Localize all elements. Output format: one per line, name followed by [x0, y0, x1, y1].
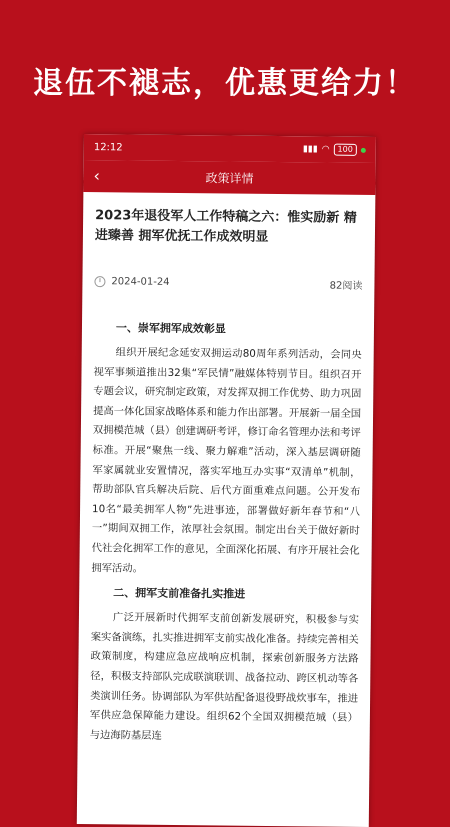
status-dot-icon	[361, 147, 366, 152]
section-heading-2: 二、拥军支前准备扎实推进	[113, 586, 246, 601]
back-icon[interactable]: ‹	[93, 166, 101, 186]
clock-icon	[94, 276, 105, 287]
nav-bar	[83, 160, 375, 195]
article-date-text: 2024-01-24	[111, 276, 170, 288]
article-date	[94, 276, 169, 288]
section-body-1: 组织开展纪念延安双拥运动80周年系列活动，会同央视军事频道推出32集“军民情”融媒体特别节目。组织召开专题会议，研究制定政策，对发挥双拥工作优势、助力巩固提高一体化国家战略体系和能力作出部署。开展新一届全国双拥模范城（县）创建调研考评，修订命名管理办法和考评标准。开展“聚焦一线、聚力解难”活动，深入基层调研随军家属就业安置情况，落实军地互办实事“双清单”机制，帮助部队官兵解决后院、后代方面重难点问题。公开发布10名“最美拥军人物”先进事迹，部署做好新年春节和“八一”期间双拥工作，浓厚社会氛围。制定出台关于做好新时代社会化拥军工作的意见，全面深化拓展、有序开展社会化拥军活动。	[91, 346, 362, 575]
status-icons	[303, 143, 366, 156]
article-meta	[94, 274, 362, 292]
status-bar	[84, 134, 376, 163]
article-content	[78, 192, 376, 748]
section-heading-1: 一、崇军拥军成效彰显	[115, 321, 227, 336]
signal-icon: ▮▮▮	[302, 144, 318, 155]
wifi-icon: ◠	[321, 144, 330, 155]
battery-icon: 100	[334, 144, 357, 156]
promo-title: 退伍不褪志，优惠更给力！	[33, 66, 417, 101]
article-title: 2023年退役军人工作特稿之六：惟实励新 精进臻善 拥军优抚工作成效明显	[94, 208, 357, 245]
phone-screenshot	[77, 134, 376, 827]
nav-title: 政策详情	[205, 170, 254, 186]
read-count: 82阅读	[329, 280, 363, 292]
status-time: 12:12	[93, 141, 123, 153]
section-body-2: 广泛开展新时代拥军支前创新发展研究，积极参与实案实备演练，扎实推进拥军支前实战化准备。持续完善相关政策制度，构建应急应战响应机制，探索创新服务方法路径，积极支持部队完成联演联训、战备拉动、跨区机动等各类演训任务。协调部队为军供站配备退役野战炊事车，推进军供应急保障能力建设。组织62个全国双拥模范城（县）与边海防基层连	[89, 611, 359, 742]
